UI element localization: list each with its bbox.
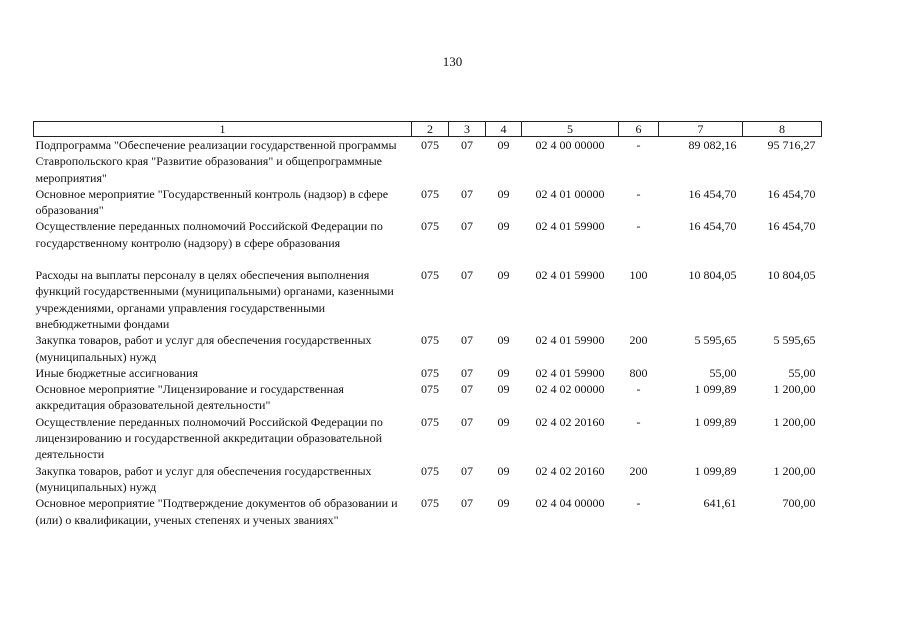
amount-col8: 1 200,00 xyxy=(773,382,816,397)
amount-col7: 1 099,89 xyxy=(694,463,737,478)
table-row xyxy=(34,267,822,332)
target-article-code: 02 4 02 20160 xyxy=(535,414,605,429)
amount-col7: 55,00 xyxy=(709,365,737,380)
amount-col7: 89 082,16 xyxy=(688,138,737,152)
column-header: 3 xyxy=(449,122,486,137)
target-article-code: 02 4 02 20160 xyxy=(535,463,605,478)
item-name: Осуществление переданных полномочий Российской Федерации по лицензированию и государственной аккредитации образовательной деятельности xyxy=(35,414,383,462)
expense-type-code: - xyxy=(636,138,641,152)
amount-col8: 1 200,00 xyxy=(773,414,816,429)
header-row xyxy=(34,122,822,137)
section-code: 07 xyxy=(461,186,473,201)
item-name: Расходы на выплаты персоналу в целях обеспечения выполнения функций государственными (муниципальными) органами, казенными учреждениями, органами управления государственными внебюджетными фондами xyxy=(35,268,394,331)
column-header: 4 xyxy=(486,122,522,137)
expense-type-code: - xyxy=(636,382,641,397)
subsection-code: 09 xyxy=(497,186,510,201)
subsection-code: 09 xyxy=(497,463,510,478)
ministry-code: 075 xyxy=(421,365,439,380)
amount-col7: 1 099,89 xyxy=(694,382,737,397)
amount-col8: 1 200,00 xyxy=(773,463,816,478)
item-name: Закупка товаров, работ и услуг для обеспечения государственных (муниципальных) нужд xyxy=(35,333,372,364)
expense-type-code: - xyxy=(636,414,641,429)
table-row xyxy=(34,137,822,186)
amount-col7: 16 454,70 xyxy=(688,186,737,201)
ministry-code: 075 xyxy=(421,268,439,283)
item-name: Основное мероприятие "Лицензирование и государственная аккредитация образовательной деятельности" xyxy=(35,382,344,413)
item-name: Закупка товаров, работ и услуг для обеспечения государственных (муниципальных) нужд xyxy=(35,463,372,494)
target-article-code: 02 4 00 00000 xyxy=(535,138,605,152)
table-row xyxy=(34,495,822,528)
ministry-code: 075 xyxy=(421,333,439,348)
table-row xyxy=(34,332,822,365)
amount-col8: 95 716,27 xyxy=(767,138,816,152)
column-header: 6 xyxy=(619,122,659,137)
subsection-code: 09 xyxy=(497,496,510,511)
section-code: 07 xyxy=(461,414,473,429)
amount-col7: 1 099,89 xyxy=(694,414,737,429)
section-code: 07 xyxy=(461,382,473,397)
table-row xyxy=(34,365,822,381)
expense-type-code: - xyxy=(636,496,641,511)
subsection-code: 09 xyxy=(497,219,510,234)
target-article-code: 02 4 01 59900 xyxy=(535,268,605,283)
subsection-code: 09 xyxy=(497,414,510,429)
expense-type-code: 200 xyxy=(629,333,648,348)
subsection-code: 09 xyxy=(497,382,510,397)
amount-col7: 5 595,65 xyxy=(694,333,737,348)
item-name: Подпрограмма "Обеспечение реализации государственной программы Ставропольского края "Развитие образования" и общепрограммные мероприятия" xyxy=(35,138,397,185)
section-code: 07 xyxy=(461,138,473,152)
section-code: 07 xyxy=(461,219,473,234)
subsection-code: 09 xyxy=(497,138,510,152)
amount-col7: 16 454,70 xyxy=(688,219,737,234)
section-code: 07 xyxy=(461,333,473,348)
subsection-code: 09 xyxy=(497,268,510,283)
section-code: 07 xyxy=(461,496,473,511)
expense-type-code: 100 xyxy=(629,268,648,283)
amount-col7: 641,61 xyxy=(703,496,737,511)
expense-type-code: - xyxy=(636,186,641,201)
page-number: 130 xyxy=(442,54,463,69)
amount-col8: 16 454,70 xyxy=(767,219,816,234)
ministry-code: 075 xyxy=(421,186,439,201)
target-article-code: 02 4 01 59900 xyxy=(535,333,605,348)
ministry-code: 075 xyxy=(421,138,439,152)
expense-type-code: - xyxy=(636,219,641,234)
column-header: 1 xyxy=(34,122,412,137)
expense-type-code: 200 xyxy=(629,463,648,478)
subsection-code: 09 xyxy=(497,365,510,380)
item-name: Иные бюджетные ассигнования xyxy=(35,365,198,380)
ministry-code: 075 xyxy=(421,414,439,429)
subsection-code: 09 xyxy=(497,333,510,348)
section-code: 07 xyxy=(461,268,473,283)
ministry-code: 075 xyxy=(421,496,439,511)
ministry-code: 075 xyxy=(421,382,439,397)
section-code: 07 xyxy=(461,365,473,380)
item-name: Основное мероприятие "Государственный контроль (надзор) в сфере образования" xyxy=(35,186,389,218)
budget-table xyxy=(33,121,822,528)
target-article-code: 02 4 02 00000 xyxy=(535,382,605,397)
table-row xyxy=(34,463,822,496)
amount-col8: 55,00 xyxy=(788,365,816,380)
table-row xyxy=(34,414,822,463)
target-article-code: 02 4 01 59900 xyxy=(535,365,605,380)
section-code: 07 xyxy=(461,463,473,478)
item-name: Основное мероприятие "Подтверждение документов об образовании и (или) о квалификации, ученых степенях и ученых званиях" xyxy=(35,496,398,527)
column-header: 2 xyxy=(412,122,449,137)
ministry-code: 075 xyxy=(421,219,439,234)
target-article-code: 02 4 04 00000 xyxy=(535,496,605,511)
expense-type-code: 800 xyxy=(629,365,648,380)
amount-col8: 700,00 xyxy=(782,496,816,511)
column-header: 5 xyxy=(522,122,619,137)
ministry-code: 075 xyxy=(421,463,439,478)
amount-col8: 16 454,70 xyxy=(767,186,816,201)
amount-col8: 5 595,65 xyxy=(773,333,816,348)
table-row xyxy=(34,186,822,219)
item-name: Осуществление переданных полномочий Российской Федерации по государственному контролю (надзору) в сфере образования xyxy=(35,219,383,250)
table-row xyxy=(34,218,822,267)
amount-col7: 10 804,05 xyxy=(688,268,737,283)
target-article-code: 02 4 01 00000 xyxy=(535,186,605,201)
table-row xyxy=(34,381,822,414)
target-article-code: 02 4 01 59900 xyxy=(535,219,605,234)
column-header: 7 xyxy=(659,122,743,137)
column-header: 8 xyxy=(743,122,822,137)
amount-col8: 10 804,05 xyxy=(767,268,816,283)
